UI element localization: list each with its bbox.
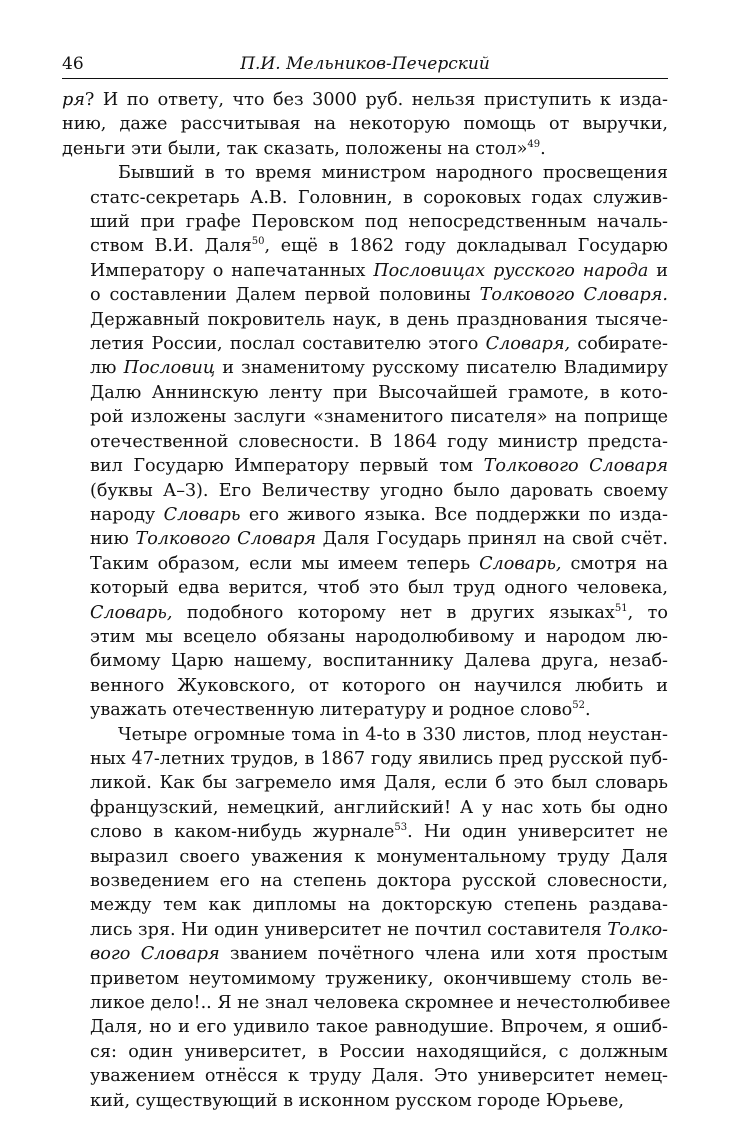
text-run: о составлении Далем первой половины <box>90 285 480 306</box>
text-run: Бывший в то время министром народного просвещения <box>118 163 668 184</box>
text-line <box>62 234 668 258</box>
text-run: между тем как дипломы на докторскую степень раздава- <box>90 895 668 916</box>
book-page <box>62 48 671 1113</box>
text-line <box>62 356 668 380</box>
italic-text: Пословиц <box>123 358 216 379</box>
footnote-ref: 53 <box>394 822 408 834</box>
italic-text: Толкового Словаря <box>483 456 668 477</box>
text-run: нию <box>90 529 136 550</box>
text-run: Даля Государь принял на свой счёт. <box>315 529 668 550</box>
paragraph <box>62 723 671 1114</box>
text-run: ? И по ответу, что без 3000 руб. нельзя приступить к изда- <box>84 90 668 110</box>
text-run: этим мы всецело обязаны народолюбивому и народом лю- <box>90 626 668 647</box>
footnote-ref: 49 <box>527 138 541 150</box>
page-number: 46 <box>62 54 84 74</box>
italic-text: Словарь, <box>479 553 562 574</box>
text-run: Державный покровитель наук, в день празднования тысяче- <box>90 309 668 330</box>
text-line <box>62 796 668 820</box>
text-line <box>62 601 668 625</box>
text-run: французский, немецкий, английский! А у нас хоть бы одно <box>90 797 668 818</box>
text-run: ший при графе Перовском под непосредственным началь- <box>90 212 668 233</box>
text-line <box>62 723 668 747</box>
footnote-ref: 52 <box>572 700 585 712</box>
text-run: собирате- <box>570 334 668 355</box>
text-run: народу <box>90 504 164 525</box>
text-line <box>62 259 668 283</box>
text-run: нию, даже рассчитывая на некоторую помощь от выручки, <box>62 114 668 135</box>
text-line <box>62 991 671 1015</box>
text-line <box>62 771 668 795</box>
text-run: ством В.И. Даля <box>90 236 252 257</box>
text-run: ных 47-летних трудов, в 1867 году явились пред русской пуб- <box>90 748 668 769</box>
text-run: лю <box>90 358 124 379</box>
text-line <box>62 332 668 356</box>
text-run: . Ни один университет не <box>407 822 669 843</box>
text-line <box>62 747 668 771</box>
body-text <box>62 88 671 1113</box>
text-line <box>62 625 668 649</box>
text-run: . <box>540 138 546 159</box>
italic-text: Словарь, <box>90 602 173 623</box>
text-run: уважением отнёсся к труду Даля. Это университет немец- <box>90 1066 668 1087</box>
text-run: выразил своего уважения к монументальному труду Даля <box>90 846 668 867</box>
running-header <box>62 48 668 79</box>
text-run: лись зря. Ни один университет не почтил составителя <box>90 919 608 940</box>
text-run: уважать отечественную литературу и родное слово <box>90 700 573 721</box>
text-run: рой изложены заслуги «знаменитого писателя» на поприще <box>90 407 668 428</box>
text-line <box>62 698 668 722</box>
text-run: статс-секретарь А.В. Головнин, в сороковых годах служив- <box>90 187 668 208</box>
text-run: отечественной словесности. В 1864 году министр предста- <box>90 431 668 452</box>
text-line <box>62 674 668 698</box>
text-line <box>62 820 668 844</box>
text-run: который едва верится, чтоб это был труд одного человека, <box>90 578 668 599</box>
text-run: Далю Аннинскую ленту при Высочайшей грамоте, в кото- <box>90 382 668 403</box>
text-line <box>62 869 668 893</box>
text-run: вил Государю Императору первый том <box>90 456 484 477</box>
text-line <box>62 552 668 576</box>
text-line <box>62 576 668 600</box>
paragraph <box>62 161 668 722</box>
text-line <box>62 1089 668 1113</box>
footnote-ref: 51 <box>614 602 628 614</box>
text-line <box>62 210 668 234</box>
text-line <box>62 405 668 429</box>
text-run: венного Жуковского, от которого он научился любить и <box>90 675 668 696</box>
text-line <box>62 454 668 478</box>
text-line <box>62 942 668 966</box>
text-run: , то <box>627 602 668 623</box>
italic-text: ря <box>62 90 85 110</box>
text-line <box>62 1064 668 1088</box>
text-run: Четыре огромные тома in 4-to в 330 листов, плод неустан- <box>118 724 668 745</box>
italic-text: Толкового Словаря <box>135 529 316 550</box>
text-line <box>62 893 668 917</box>
text-line <box>62 1040 668 1064</box>
text-run: возведением его на степень доктора русской словесности, <box>90 871 668 891</box>
text-run: Таким образом, если мы имеем теперь <box>90 553 480 574</box>
text-run: деньги эти были, так сказать, положены на стол» <box>62 138 528 159</box>
text-run: летия России, послал составителю этого <box>90 334 486 355</box>
text-run: приветом неутомимому труженику, окончившему столь ве- <box>90 968 668 989</box>
text-run: . <box>585 700 591 721</box>
text-line <box>62 649 668 673</box>
text-line <box>62 283 668 307</box>
text-run: ликое дело!.. Я не знал человека скромнее и нечестолюбивее <box>90 993 671 1014</box>
italic-text: вого Словаря <box>90 944 220 965</box>
italic-text: Толкового Словаря. <box>479 285 668 306</box>
text-line <box>62 503 668 527</box>
text-run: Императору о напечатанных <box>90 260 374 281</box>
text-run: слово в каком-нибудь журнале <box>90 822 395 843</box>
text-line <box>62 967 668 991</box>
running-title: П.И. Мельников-Печерский <box>240 54 490 74</box>
text-line <box>62 137 668 161</box>
text-run: подобного которому нет в других языках <box>172 602 615 623</box>
text-run: смотря на <box>561 553 668 574</box>
text-run: и <box>648 260 668 281</box>
text-run: ся: один университет, в России находящийся, с должным <box>90 1041 668 1062</box>
italic-text: Толко- <box>607 919 668 940</box>
paragraph <box>62 88 668 161</box>
text-line <box>62 430 668 454</box>
text-run: бимому Царю нашему, воспитаннику Далева друга, незаб- <box>90 651 668 672</box>
text-run: (буквы А–З). Его Величеству угодно было даровать своему <box>90 480 668 501</box>
text-line <box>62 527 668 551</box>
text-run: его живого языка. Все поддержки по изда- <box>240 504 668 525</box>
footnote-ref: 50 <box>251 236 265 248</box>
text-line <box>62 381 668 405</box>
text-line <box>62 1015 668 1039</box>
text-run: званием почётного члена или хотя простым <box>219 944 668 965</box>
italic-text: Словаря, <box>485 334 571 355</box>
text-line <box>62 112 668 136</box>
text-line <box>62 479 668 503</box>
text-run: кий, существующий в исконном русском городе Юрьеве, <box>90 1090 625 1111</box>
italic-text: Словарь <box>163 504 241 525</box>
text-line <box>62 845 668 869</box>
text-line <box>62 918 668 942</box>
text-run: , ещё в 1862 году докладывал Государю <box>264 236 668 257</box>
text-line <box>62 161 668 185</box>
italic-text: Пословицах русского народа <box>373 260 649 281</box>
text-run: Даля, но и его удивило такое равнодушие. Впрочем, я ошиб- <box>90 1017 668 1038</box>
text-line <box>62 186 668 210</box>
text-line <box>62 308 668 332</box>
text-run: и знаменитому русскому писателю Владимиру <box>215 358 668 379</box>
text-run: ликой. Как бы загремело имя Даля, если б это был словарь <box>90 773 668 794</box>
text-line <box>62 88 668 112</box>
